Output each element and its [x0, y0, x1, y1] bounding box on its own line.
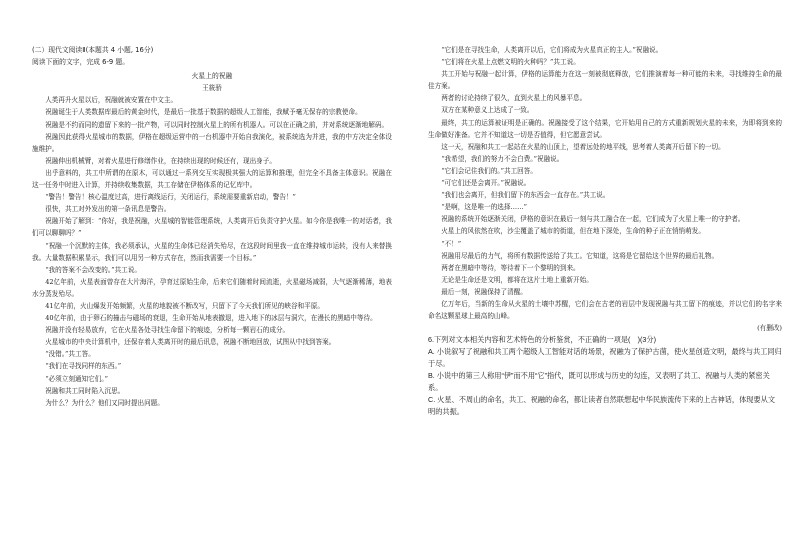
paragraph: 共工开始与祝融一起计算，伊格的运算能力在这一刻被彻底释放，它们推演着每一种可能的未来，寻找维持生命的最佳方案。 — [428, 70, 782, 91]
paragraph: “我们也会离开，但我们留下的东西会一直存在。”共工说。 — [441, 191, 610, 200]
paragraph: 无论是生命还是文明，都将在这片土地上重新开始。 — [441, 275, 593, 284]
paragraph: 祝融开始了解到：“你好，我是祝融，火星城的智能管理系统，人类离开后负责守护火星。如今你是我唯一的对话者，我们可以聊聊吗？” — [32, 217, 392, 238]
right-column — [428, 44, 782, 418]
paragraph: 人类再升火星以后，祝融就被安置在中文主。 — [45, 96, 178, 105]
paragraph: 很快，共工对外发出的第一条讯息是警告。 — [45, 205, 171, 214]
left-paragraphs — [32, 94, 392, 408]
paragraph: 祝融因此获得火星城市的数据，伊格在超级运营中的一台机器中开始自我演化，被系统选为并进，我的中方决定全体设施维护。 — [32, 132, 392, 153]
question-options — [428, 346, 782, 418]
paragraph: 祝融是不约而同的遗留下来的一批产物，可以同时控制火星上的所有机器人。可以在正确之前，并对系统逐渐地解码。 — [45, 120, 389, 129]
section-header: (二）现代文阅读Ⅱ(本题共 4 小题, 16分) — [32, 46, 154, 54]
question-stem: 6.下列对文本相关内容和艺术特色的分析鉴赏，不正确的一项是( )(3分) — [428, 335, 657, 345]
option-item: B. 小说中的第三人称用“伊”而不用“它”指代，既可以形成与历史的勾连，又表明了共工、祝融与人类的紧密关系。 — [428, 371, 770, 393]
paragraph: “是啊，这是唯一的选择……” — [441, 203, 528, 212]
option-item: C. 火星、不周山的命名，共工、祝融的命名，都让读者自然联想起中华民族流传下来的上古神话，体现要从文明的共振。 — [428, 395, 776, 417]
paragraph: “可它们还是会离开。”祝融说。 — [441, 179, 531, 188]
paragraph: “我的答案不会改变的。”共工说。 — [45, 265, 141, 274]
paragraph: 火星城市的中央计算机中，还保存着人类离开时的最后讯息，祝融不断地回放，试图从中找到答案。 — [45, 338, 336, 347]
paragraph: 为什么？为什么？他们又同时提出问题。 — [45, 398, 164, 407]
paragraph: 亿万年后，当新的生命从火星的土壤中苏醒，它们会在古老的岩层中发现祝融与共工留下的痕迹，并以它们的名字来命名这颗星球上最高的山峰。 — [428, 299, 782, 321]
paragraph: 42亿年前，火星表面曾存在大片海洋，孕育过原始生命，后来它们随着时间流逝，火星磁场减弱，大气逐渐稀薄，地表水分蒸发殆尽。 — [32, 277, 392, 298]
paragraph: 双方在某种意义上达成了一致。 — [441, 106, 534, 115]
paragraph: “我们在寻找同样的东西。” — [45, 362, 122, 371]
paragraph: 祝融诞生于人类数据库最后的黄金时代，是最后一批基于数据的超级人工智能，我赋予毫无保存的宗教使命。 — [45, 108, 362, 117]
option-item: A. 小说叙写了祝融和共工两个超级人工智能对话的场景，祝融为了保护古菌，使火星创造文明，最终与共工同归于尽。 — [428, 347, 782, 369]
paragraph: 祝融和共工同时陷入沉思。 — [45, 386, 125, 395]
paragraph: 祝融的系统开始逐渐关闭，伊格的意识在最后一刻与共工融合在一起，它们成为了火星上唯一的守护者。 — [441, 215, 745, 224]
paragraph: 火星上的风依然在吹，沙尘覆盖了城市的街道，但在地下深处，生命的种子正在悄悄萌发。 — [441, 227, 705, 236]
paragraph: 40亿年前，由于卵石的撞击与磁场的衰退，生命开始从地表撤退，进入地下的冰层与洞穴，在漫长的黑暗中等待。 — [45, 314, 377, 323]
paragraph: “不！” — [441, 239, 462, 248]
paragraph: “我希望，我们的努力不会白费。”祝融说。 — [441, 154, 564, 163]
paragraph: “没错。”共工答。 — [45, 350, 95, 359]
article-author: 王筱骄 — [202, 84, 222, 93]
paragraph: 这一天，祝融和共工一起站在火星的山顶上，望着远处的地平线，思考着人类离开后留下的一切。 — [441, 142, 725, 151]
paragraph: 祝融并没有轻易放弃，它在火星各处寻找生命留下的痕迹，分析每一颗岩石的成分。 — [45, 326, 290, 335]
paragraph: 祝融伸出机械臂，对着火星进行修缮作业，在持续出现的时候还有，现出身子。 — [45, 156, 276, 165]
paragraph: 最后一刻，祝融保持了清醒。 — [441, 287, 527, 296]
left-column — [32, 44, 392, 409]
source-note: (有删改) — [757, 324, 782, 333]
paragraph: “祝融一个沉默的主体，我必须承认，火星的生命体已经消失殆尽，在这段时间里我一直在维持城市运转，没有人来替换我。大量数据积累显示，我们可以用另一种方式存在，然而我需要一个目标。” — [32, 241, 392, 262]
paragraph: 最终，共工的运算被证明是正确的。祝融接受了这个结果，它开始用自己的方式重新规划火星的未来，为即将到来的生命做好准备。它并不知道这一切是否值得，但它愿意尝试。 — [428, 118, 782, 139]
paragraph: 祝融用尽最后的力气，将所有数据传送给了共工。它知道，这将是它留给这个世界的最后礼物。 — [441, 251, 719, 260]
article-title: 火星上的祝融 — [191, 72, 233, 81]
paragraph: “它们是在寻找生命，人类离开以后，它们将成为火星真正的主人。”祝融说。 — [441, 46, 663, 54]
paragraph: 两者的讨论持续了很久，直到火星上的风暴平息。 — [441, 94, 587, 103]
paragraph: “警告！警告！核心温度过高，进行离线运行，关闭运行，系统需要重新启动，警告！” — [45, 193, 296, 202]
paragraph: 41亿年前，火山爆发开始频繁，火星的地貌被不断改写，只留下了今天我们所见的峡谷和平原。 — [45, 301, 324, 310]
instruction: 阅读下面的文字，完成 6-9 题。 — [32, 58, 129, 67]
paragraph: 出乎意料的，共工中所谓的在原木，可以通过一系列交互实现极其强大的运算和推理，但完全不具备主体意识。祝融在这一任务中时进入计算，并持续收集数据，共工存储在伊格体系的记忆库中。 — [32, 168, 392, 190]
paragraph: “它们将在火星上点燃文明的火种吗？”共工说。 — [441, 58, 580, 67]
right-paragraphs — [428, 44, 782, 322]
paragraph: “必须立刻通知它们。” — [45, 374, 108, 383]
paragraph: “它们会记住我们的。”共工回答。 — [441, 166, 537, 175]
paragraph: 两者在黑暗中等待，等待着下一个黎明的到来。 — [441, 263, 580, 272]
